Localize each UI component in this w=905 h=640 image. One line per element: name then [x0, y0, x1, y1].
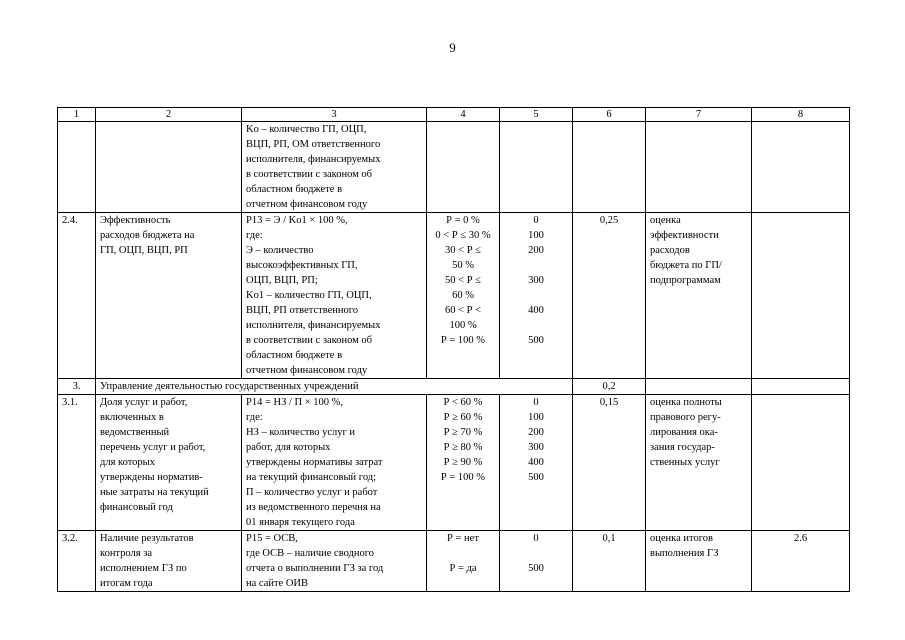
indicator-name: Доля услуг и работ, включенных в ведомственный перечень услуг и работ, для которых утверждены норматив- ные затраты на текущий финансовый год	[96, 395, 242, 531]
indicator-condition: Р < 60 % Р ≥ 60 % Р ≥ 70 % Р ≥ 80 % Р ≥ 90 % Р = 100 %	[427, 395, 500, 531]
table-row	[58, 531, 850, 592]
indicator-reference	[752, 122, 850, 213]
table-row	[58, 122, 850, 213]
header-cell: 8	[752, 108, 850, 122]
indicator-score: 0 100 200 300 400 500	[500, 213, 573, 379]
indicator-formula: Р13 = Э / Ko1 × 100 %, где: Э – количество высокоэффективных ГП, ОЦП, ВЦП, РП; Ko1 – количество ГП, ОЦП, ВЦП, РП ответственного исполнителя, финансируемых в соответствии с законом об областном бюджете в отчетном финансовом году	[242, 213, 427, 379]
header-cell: 7	[646, 108, 752, 122]
section-weight: 0,2	[573, 379, 646, 395]
indicator-description: оценка полноты правового регу- лирования ока- зания государ- ственных услуг	[646, 395, 752, 531]
row-number	[58, 122, 96, 213]
table-row	[58, 213, 850, 379]
indicator-formula: Р15 = ОСВ, где ОСВ – наличие сводного отчета о выполнении ГЗ за год на сайте ОИВ	[242, 531, 427, 592]
indicator-condition: Р = нет Р = да	[427, 531, 500, 592]
header-cell: 5	[500, 108, 573, 122]
page-number: 9	[449, 40, 456, 55]
indicator-description: оценка итогов выполнения ГЗ	[646, 531, 752, 592]
indicator-score	[500, 122, 573, 213]
row-number: 2.4.	[58, 213, 96, 379]
header-cell: 1	[58, 108, 96, 122]
table-row	[58, 395, 850, 531]
indicator-score: 0 100 200 300 400 500	[500, 395, 573, 531]
indicator-reference: 2.6	[752, 531, 850, 592]
indicator-reference	[752, 213, 850, 379]
row-number: 3.	[58, 379, 96, 395]
indicator-weight: 0,25	[573, 213, 646, 379]
indicator-name: Наличие результатов контроля за исполнением ГЗ по итогам года	[96, 531, 242, 592]
row-number: 3.1.	[58, 395, 96, 531]
header-cell: 2	[96, 108, 242, 122]
indicator-condition	[427, 122, 500, 213]
header-cell: 6	[573, 108, 646, 122]
indicator-score: 0 500	[500, 531, 573, 592]
indicator-condition: Р = 0 % 0 < Р ≤ 30 % 30 < Р ≤ 50 % 50 < Р ≤ 60 % 60 < Р < 100 % Р = 100 %	[427, 213, 500, 379]
indicator-formula: Ko – количество ГП, ОЦП, ВЦП, РП, ОМ ответственного исполнителя, финансируемых в соответствии с законом об областном бюджете в отчетном финансовом году	[242, 122, 427, 213]
indicator-name: Эффективность расходов бюджета на ГП, ОЦП, ВЦП, РП	[96, 213, 242, 379]
header-cell: 3	[242, 108, 427, 122]
section-row	[58, 379, 850, 395]
indicator-reference	[752, 395, 850, 531]
section-title: Управление деятельностью государственных учреждений	[96, 379, 573, 395]
indicator-description	[646, 122, 752, 213]
header-cell: 4	[427, 108, 500, 122]
indicator-name	[96, 122, 242, 213]
indicator-weight: 0,15	[573, 395, 646, 531]
empty-cell	[646, 379, 752, 395]
indicator-formula: Р14 = НЗ / П × 100 %, где: НЗ – количество услуг и работ, для которых утверждены нормативы затрат на текущий финансовый год; П – количество услуг и работ из ведомственного перечня на 01 января текущего года	[242, 395, 427, 531]
indicator-weight	[573, 122, 646, 213]
row-number: 3.2.	[58, 531, 96, 592]
criteria-table	[57, 107, 850, 592]
indicator-weight: 0,1	[573, 531, 646, 592]
empty-cell	[752, 379, 850, 395]
header-row	[58, 108, 850, 122]
indicator-description: оценка эффективности расходов бюджета по ГП/ подпрограммам	[646, 213, 752, 379]
